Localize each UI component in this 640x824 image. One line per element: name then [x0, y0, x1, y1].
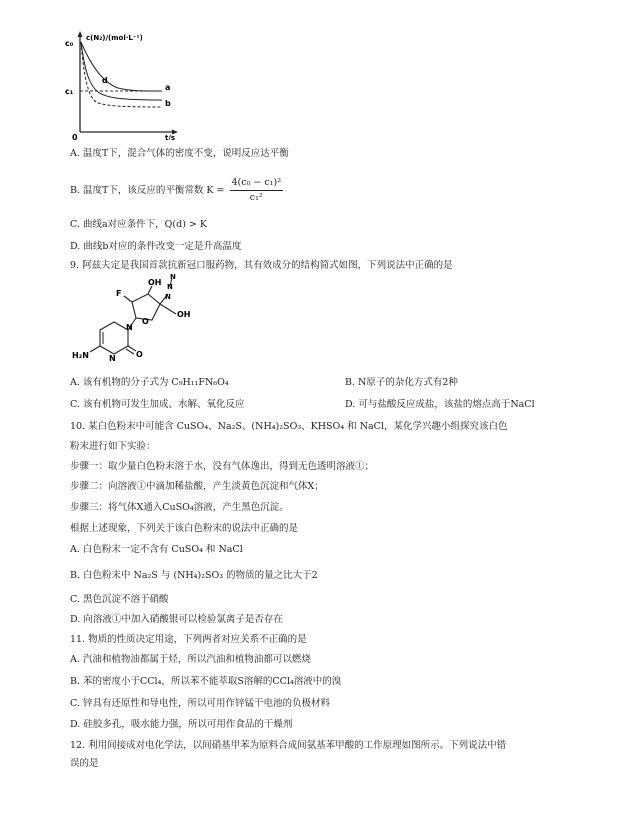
q8-option-b [70, 176, 283, 205]
q11-option-d: D. 硅胶多孔，吸水能力强，所以可用作食品的干燥剂 [70, 719, 293, 730]
carbonyl-bond-2 [126, 349, 134, 354]
graph-xlabel: t/s [165, 134, 176, 140]
mol-label-oh1: OH [148, 278, 162, 287]
q8-option-b-denominator: c₁² [249, 192, 263, 203]
q11-option-b: B. 苯的密度小于CCl₄，所以苯不能萃取S溶解的CCl₄溶液中的溴 [70, 676, 342, 687]
q9-option-b: B. N原子的杂化方式有2种 [345, 377, 458, 388]
q10-stem-line3: 根据上述现象，下列关于该白色粉末的说法中正确的是 [70, 523, 299, 534]
mol-label-oh2: OH [177, 310, 191, 319]
azvudine-structure [64, 272, 224, 370]
q10-option-c: C. 黑色沉淀不溶于硝酸 [70, 594, 169, 605]
mol-label-n4: N [126, 323, 133, 332]
q10-step2: 步骤二：向溶液①中滴加稀盐酸，产生淡黄色沉淀和气体X； [70, 481, 324, 492]
curve-b [81, 42, 162, 107]
graph-c1-label: c₁ [65, 87, 74, 96]
q11-option-a: A. 汽油和植物油都属于烃，所以汽油和植物油都可以燃烧 [70, 654, 311, 665]
pyrimidine-ring [100, 322, 128, 354]
q8-option-a: A. 温度T下，混合气体的密度不变，说明反应达平衡 [70, 148, 289, 159]
hydroxymethyl-bond [160, 304, 176, 314]
graph-c0-label: c₀ [65, 39, 74, 48]
q8-option-b-prefix: B. 温度T下，该反应的平衡常数 K = [70, 185, 225, 196]
q9-option-a: A. 该有机物的分子式为 C₉H₁₁FN₆O₄ [70, 377, 229, 388]
q11-stem: 11. 物质的性质决定用途，下列两者对应关系不正确的是 [70, 634, 307, 645]
q9-option-c: C. 该有机物可发生加成、水解、氧化反应 [70, 399, 245, 410]
amine-bond [90, 346, 100, 352]
q9-option-d: D. 可与盐酸反应成盐，该盐的熔点高于NaCl [345, 399, 535, 410]
carbonyl-bond [128, 346, 136, 351]
q10-option-d: D. 向溶液①中加入硝酸银可以检验氯离子是否存在 [70, 614, 283, 625]
q8-option-c: C. 曲线a对应条件下，Q(d) > K [70, 219, 208, 230]
mol-label-o1: O [142, 317, 149, 326]
mol-label-f: F [116, 289, 122, 298]
mol-label-n5: N [109, 354, 116, 363]
q8-option-d: D. 曲线b对应的条件改变一定是升高温度 [70, 241, 242, 252]
q11-option-c: C. 锌具有还原性和导电性，所以可用作锌锰干电池的负极材料 [70, 698, 330, 709]
q8-option-b-fraction [230, 176, 284, 205]
graph-origin-label: 0 [72, 133, 78, 140]
mol-label-h2n: H₂N [72, 351, 89, 360]
q10-stem-line2: 粉末进行如下实验： [70, 441, 156, 452]
q10-option-a: A. 白色粉末一定不含有 CuSO₄ 和 NaCl [70, 544, 243, 555]
curve-a-label: a [165, 83, 171, 92]
q10-step3: 步骤三：将气体X通入CuSO₄溶液，产生黑色沉淀。 [70, 502, 289, 513]
q12-stem-line1: 12. 利用间接成对电化学法，以间硝基甲苯为原料合成间氨基苯甲酸的工作原理如图所示。下列说法中错 [70, 740, 507, 751]
q9-stem: 9. 阿兹夫定是我国首款抗新冠口服药物，其有效成分的结构简式如图，下列说法中正确的是 [70, 260, 453, 271]
y-axis-arrow [78, 31, 83, 37]
mol-label-n2: N [167, 283, 173, 291]
concentration-time-graph [62, 28, 192, 140]
graph-ylabel: c(N₂)/(mol·L⁻¹) [86, 34, 143, 42]
q12-stem-line2: 误的是 [70, 758, 99, 769]
mol-label-o2: O [136, 350, 143, 359]
mol-label-n3: N [165, 293, 171, 301]
q10-step1: 步骤一：取少量白色粉末溶于水，没有气体逸出，得到无色透明溶液①； [70, 461, 375, 472]
curve-b-label: b [165, 99, 171, 108]
fluorine-bond [124, 296, 132, 302]
q8-option-b-numerator: 4(c₀ − c₁)² [230, 176, 284, 191]
curve-a [81, 42, 162, 91]
q10-stem-line1: 10. 某白色粉末中可能含 CuSO₄、Na₂S、(NH₄)₂SO₃、KHSO₄ 和 NaCl，某化学兴趣小组探究该白色 [70, 421, 508, 432]
mol-label-n1: N [170, 273, 176, 281]
q10-option-b: B. 白色粉末中 Na₂S 与 (NH₄)₂SO₃ 的物质的量之比大于2 [70, 570, 318, 581]
hydroxyl-bond [148, 286, 152, 294]
curve-d-label: d [102, 76, 108, 85]
